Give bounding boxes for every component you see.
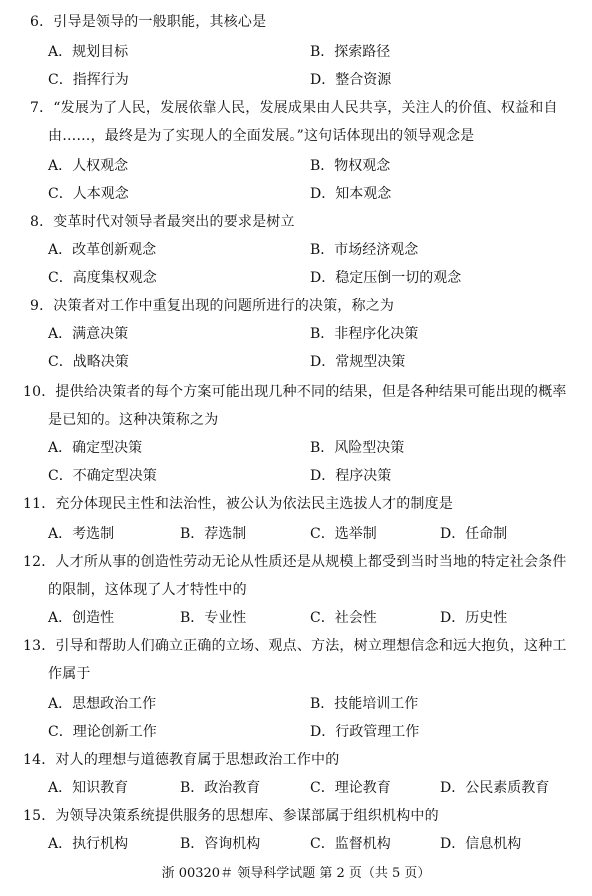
question-6-option-c: C．指挥行为 — [48, 72, 129, 88]
page-footer: 浙 00320＃ 领导科学试题 第 2 页（共 5 页） — [161, 866, 431, 881]
question-12-option-a: A．创造性 — [48, 610, 115, 626]
question-10-stem: 10．提供给决策者的每个方案可能出现几种不同的结果，但是各种结果可能出现的概率 — [23, 384, 567, 400]
question-15-option-a: A．执行机构 — [48, 836, 129, 852]
question-13-option-b: B．技能培训工作 — [310, 696, 419, 712]
question-9-stem: 9．决策者对工作中重复出现的问题所进行的决策，称之为 — [30, 298, 395, 314]
question-9-option-d: D．常规型决策 — [310, 354, 406, 370]
question-14-stem: 14．对人的理想与道德教育属于思想政治工作中的 — [23, 752, 340, 768]
question-6-option-b: B．探索路径 — [310, 44, 391, 60]
question-11-option-b: B．荐选制 — [180, 526, 247, 542]
question-6-stem: 6．引导是领导的一般职能，其核心是 — [30, 14, 267, 30]
question-10-option-a: A．确定型决策 — [48, 440, 143, 456]
question-15-option-b: B．咨询机构 — [180, 836, 261, 852]
question-10-option-c: C．不确定型决策 — [48, 468, 157, 484]
question-8-option-a: A．改革创新观念 — [48, 242, 157, 258]
question-9-option-b: B．非程序化决策 — [310, 326, 419, 342]
question-13-option-c: C．理论创新工作 — [48, 724, 157, 740]
question-13-stem-line2: 作属于 — [48, 666, 91, 682]
question-14-option-b: B．政治教育 — [180, 780, 261, 796]
question-11-option-c: C．选举制 — [310, 526, 377, 542]
question-10-option-d: D．程序决策 — [310, 468, 392, 484]
question-8-option-d: D．稳定压倒一切的观念 — [310, 270, 462, 286]
question-7-stem: 7．“发展为了人民，发展依靠人民，发展成果由人民共享，关注人的价值、权益和自 — [30, 100, 558, 116]
question-7-option-b: B．物权观念 — [310, 158, 391, 174]
question-11-stem: 11．充分体现民主性和法治性，被公认为依法民主选拔人才的制度是 — [23, 496, 454, 512]
question-12-stem-line2: 的限制，这体现了人才特性中的 — [48, 582, 247, 598]
question-11-option-d: D．任命制 — [440, 526, 508, 542]
question-13-option-d: D．行政管理工作 — [310, 724, 420, 740]
question-7-option-d: D．知本观念 — [310, 186, 392, 202]
question-14-option-d: D．公民素质教育 — [440, 780, 550, 796]
question-12-option-c: C．社会性 — [310, 610, 377, 626]
question-8-option-b: B．市场经济观念 — [310, 242, 419, 258]
question-13-stem: 13．引导和帮助人们确立正确的立场、观点、方法，树立理想信念和远大抱负，这种工 — [23, 638, 567, 654]
question-7-option-a: A．人权观念 — [48, 158, 129, 174]
question-14-option-c: C．理论教育 — [310, 780, 391, 796]
question-7-stem-line2: 由……，最终是为了实现人的全面发展。”这句话体现出的领导观念是 — [48, 128, 475, 144]
question-12-option-d: D．历史性 — [440, 610, 508, 626]
question-8-option-c: C．高度集权观念 — [48, 270, 157, 286]
question-7-option-c: C．人本观念 — [48, 186, 129, 202]
question-12-stem: 12．人才所从事的创造性劳动无论从性质还是从规模上都受到当时当地的特定社会条件 — [23, 554, 567, 570]
question-15-option-c: C．监督机构 — [310, 836, 391, 852]
question-9-option-a: A．满意决策 — [48, 326, 129, 342]
question-10-stem-line2: 是已知的。这种决策称之为 — [48, 412, 219, 428]
question-10-option-b: B．风险型决策 — [310, 440, 405, 456]
question-8-stem: 8．变革时代对领导者最突出的要求是树立 — [30, 214, 295, 230]
question-13-option-a: A．思想政治工作 — [48, 696, 157, 712]
question-15-stem: 15．为领导决策系统提供服务的思想库、参谋部属于组织机构中的 — [23, 808, 439, 824]
question-11-option-a: A．考选制 — [48, 526, 115, 542]
question-12-option-b: B．专业性 — [180, 610, 247, 626]
question-6-option-a: A．规划目标 — [48, 44, 129, 60]
question-15-option-d: D．信息机构 — [440, 836, 522, 852]
question-9-option-c: C．战略决策 — [48, 354, 129, 370]
question-14-option-a: A．知识教育 — [48, 780, 129, 796]
question-6-option-d: D．整合资源 — [310, 72, 392, 88]
